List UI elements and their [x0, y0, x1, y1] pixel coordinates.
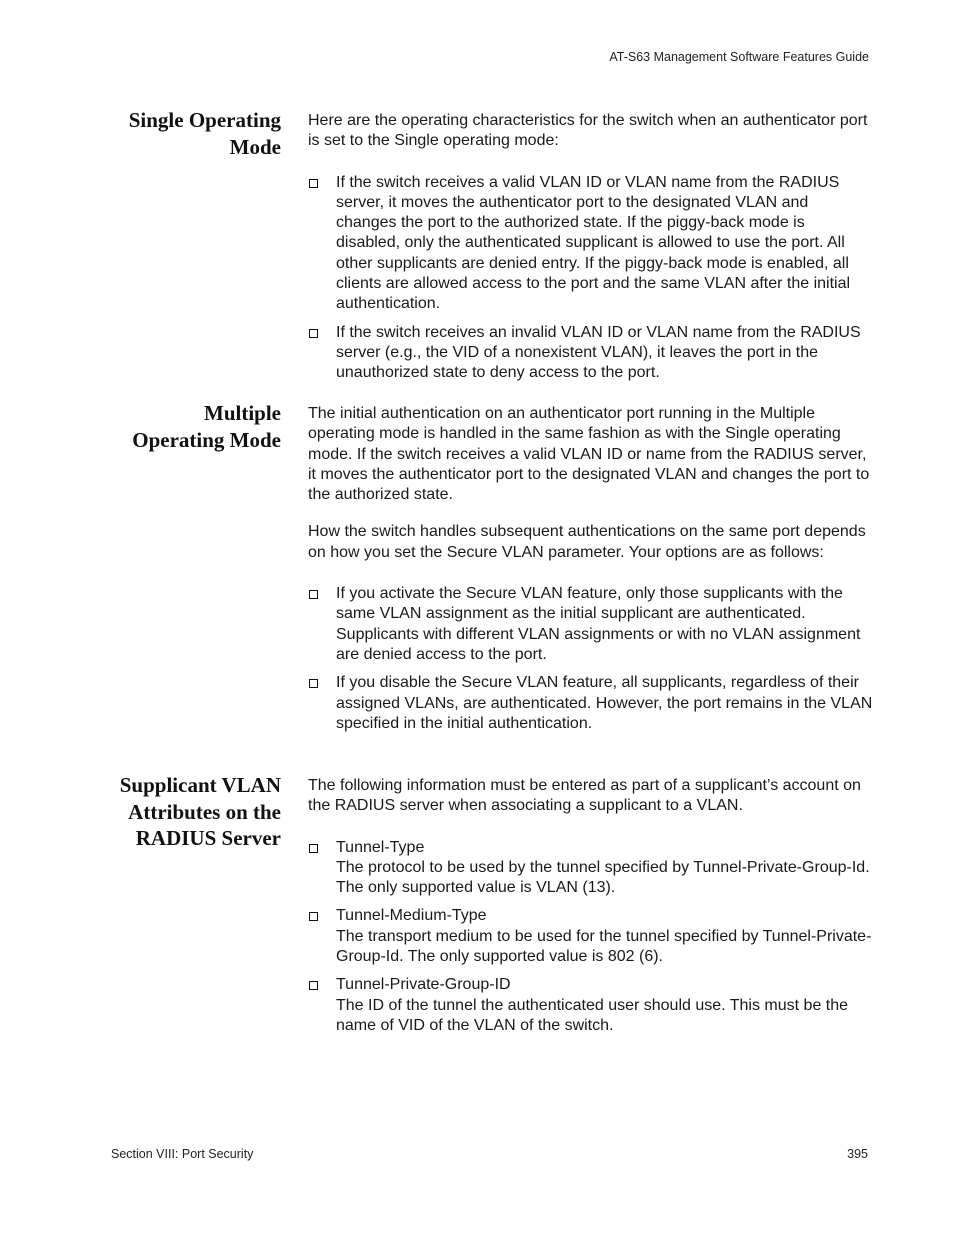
list-item: If the switch receives a valid VLAN ID or VLAN name from the RADIUS server, it moves the authenticator port to the designated VLAN and changes the port to the authorized state. If the piggy-back mode is disabled, only the authenticated supplicant is allowed to use the port. All other supplicants are denied entry. If the piggy-back mode is enabled, all clients are allowed access to the port and the same VLAN after the initial authentication. — [308, 173, 873, 315]
attribute-description: The ID of the tunnel the authenticated user should use. This must be the name of VID of the VLAN of the switch. — [336, 996, 849, 1034]
running-header: AT-S63 Management Software Features Guide — [609, 50, 869, 64]
checkbox-bullet-icon — [309, 981, 318, 990]
checkbox-bullet-icon — [309, 179, 318, 188]
list-item: If the switch receives an invalid VLAN ID or VLAN name from the RADIUS server (e.g., the VID of a nonexistent VLAN), it leaves the port in the unauthorized state to deny access to the port. — [308, 323, 873, 384]
paragraph: The initial authentication on an authenticator port running in the Multiple operating mode is handled in the same fashion as with the Single operating mode. If the switch receives a valid VLAN ID or name from the RADIUS server, it moves the authenticator port to the designated VLAN and changes the port to the authorized state. — [308, 405, 870, 504]
attribute-name: Tunnel-Private-Group-ID — [336, 976, 511, 994]
checkbox-bullet-icon — [309, 679, 318, 688]
attribute-description: The transport medium to be used for the tunnel specified by Tunnel-Private-Group-Id. The only supported value is 802 (6). — [336, 927, 872, 966]
list-item — [308, 838, 873, 899]
list-item: If you disable the Secure VLAN feature, all supplicants, regardless of their assigned VLANs, are authenticated. However, the port remains in the VLAN specified in the initial authentication. — [308, 673, 873, 734]
bullet-list — [308, 584, 873, 734]
section-heading: Single Operating Mode — [128, 108, 281, 159]
list-item — [308, 906, 873, 967]
paragraph: The following information must be entered as part of a supplicant’s account on the RADIUS server when associating a supplicant to a VLAN. — [308, 777, 861, 815]
checkbox-bullet-icon — [309, 844, 318, 853]
checkbox-bullet-icon — [309, 329, 318, 338]
section-body — [308, 111, 873, 392]
attribute-description: The protocol to be used by the tunnel specified by Tunnel-Private-Group-Id. The only supported value is VLAN (13). — [336, 858, 870, 897]
list-item: If you activate the Secure VLAN feature, only those supplicants with the same VLAN assignment as the initial supplicant are authenticated. Supplicants with different VLAN assignments or with no VLAN assignment are denied access to the port. — [308, 584, 873, 665]
checkbox-bullet-icon — [309, 912, 318, 921]
attribute-name: Tunnel-Medium-Type — [336, 907, 487, 925]
footer-page-number: 395 — [847, 1147, 868, 1161]
attribute-name: Tunnel-Type — [336, 838, 425, 856]
footer-section-label: Section VIII: Port Security — [111, 1147, 254, 1161]
section-body — [308, 404, 873, 742]
section-heading: Supplicant VLAN Attributes on the RADIUS Server — [119, 773, 281, 850]
section-body — [308, 776, 873, 1044]
checkbox-bullet-icon — [309, 590, 318, 599]
attribute-list — [308, 838, 873, 1037]
bullet-list — [308, 173, 873, 384]
section-heading: Multiple Operating Mode — [132, 401, 281, 452]
paragraph: How the switch handles subsequent authentications on the same port depends on how you set the Secure VLAN parameter. Your options are as follows: — [308, 523, 866, 561]
list-item — [308, 975, 873, 1036]
paragraph: Here are the operating characteristics for the switch when an authenticator port is set to the Single operating mode: — [308, 112, 868, 150]
